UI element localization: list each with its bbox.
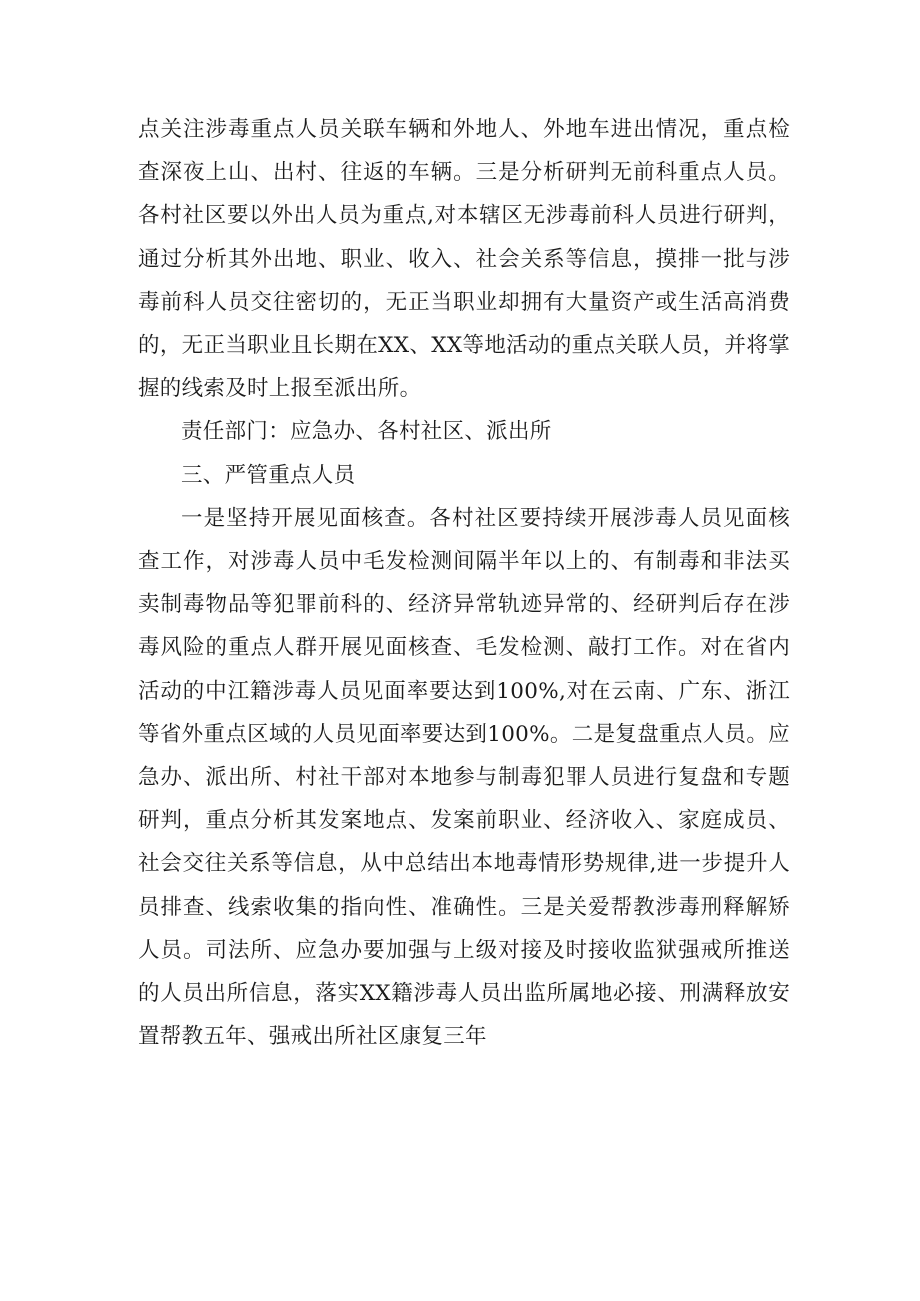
- paragraph-body: 一是坚持开展见面核查。各村社区要持续开展涉毒人员见面核查工作，对涉毒人员中毛发检测间隔半年以上的、有制毒和非法买卖制毒物品等犯罪前科的、经济异常轨迹异常的、经研判后存在涉毒风险的重点人群开展见面核查、毛发检测、敲打工作。对在省内活动的中江籍涉毒人员见面率要达到100%,对在云南、广东、浙江等省外重点区域的人员见面率要达到100%。二是复盘重点人员。应急办、派出所、村社干部对本地参与制毒犯罪人员进行复盘和专题研判，重点分析其发案地点、发案前职业、经济收入、家庭成员、社会交往关系等信息，从中总结出本地毒情形势规律,进一步提升人员排查、线索收集的指向性、准确性。三是关爱帮教涉毒刑释解矫人员。司法所、应急办要加强与上级对接及时接收监狱强戒所推送的人员出所信息，落实XX籍涉毒人员出监所属地必接、刑满释放安置帮教五年、强戒出所社区康复三年: [138, 505, 790, 1050]
- section-heading: 三、严管重点人员: [181, 462, 356, 488]
- paragraph-continuation: 点关注涉毒重点人员关联车辆和外地人、外地车进出情况，重点检查深夜上山、出村、往返的车辆。三是分析研判无前科重点人员。各村社区要以外出人员为重点,对本辖区无涉毒前科人员进行研判，通过分析其外出地、职业、收入、社会关系等信息，摸排一批与涉毒前科人员交往密切的，无正当职业却拥有大量资产或生活高消费的，无正当职业且长期在XX、XX等地活动的重点关联人员，并将掌握的线索及时上报至派出所。: [138, 117, 790, 402]
- document-page: [138, 108, 790, 1058]
- paragraph-responsible-departments: 责任部门：应急办、各村社区、派出所: [181, 419, 552, 445]
